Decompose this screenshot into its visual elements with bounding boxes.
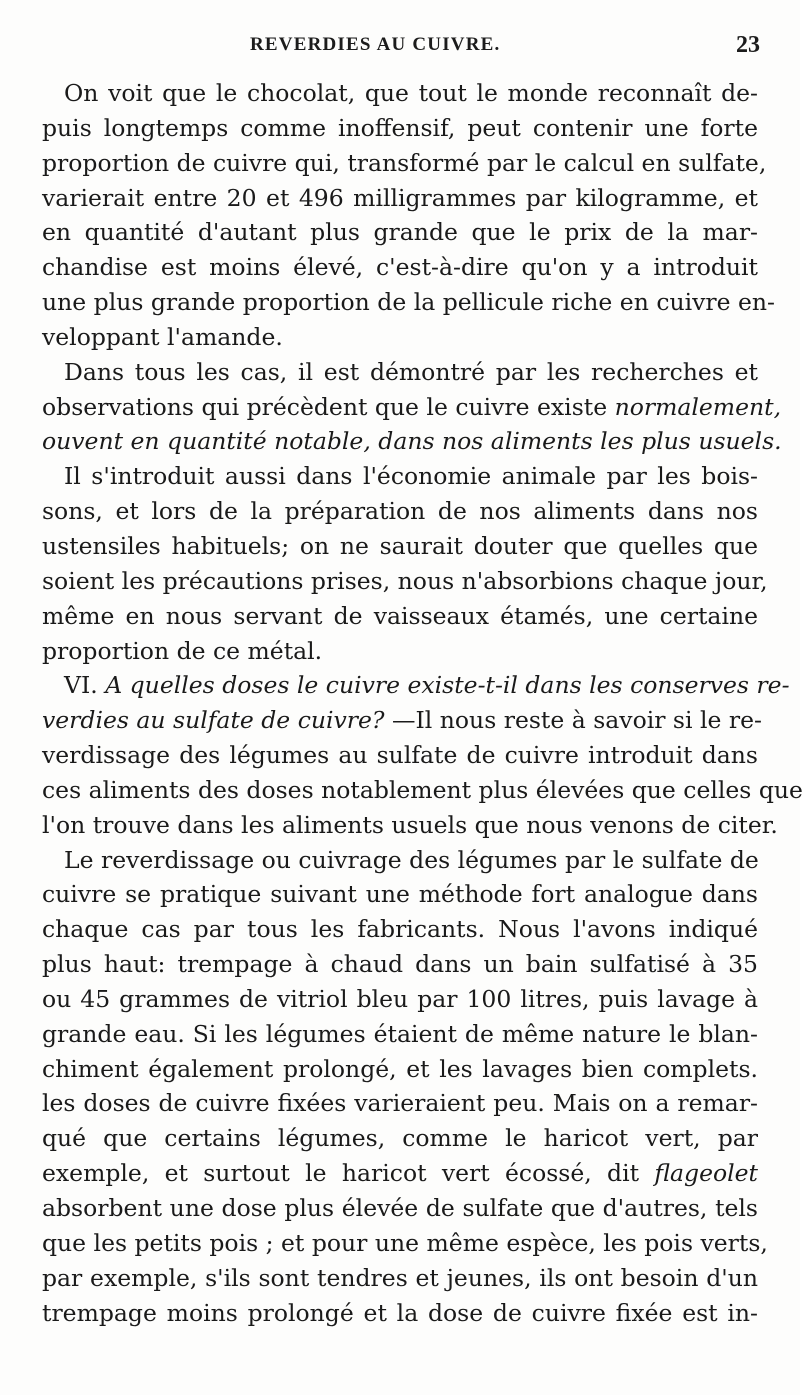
text-line: proportion de cuivre qui, transformé par le calcul en sulfate, — [42, 148, 767, 177]
text-line — [42, 1156, 758, 1191]
text-line: Il s'introduit aussi dans l'économie animale par les bois- — [64, 462, 758, 491]
text-line: chandise est moins élevé, c'est-à-dire qu'on y a introduit — [42, 253, 758, 282]
text-line: chaque cas par tous les fabricants. Nous l'avons indiqué — [42, 915, 758, 944]
text-line: On voit que le chocolat, que tout le monde reconnaît de- — [64, 79, 758, 107]
body-text — [42, 76, 803, 1330]
text-line: qué que certains légumes, comme le haricot vert, par — [42, 1124, 758, 1153]
text-line: Dans tous les cas, il est démontré par les recherches et — [64, 357, 758, 386]
text-line: trempage moins prolongé et la dose de cuivre fixée est in- — [42, 1298, 758, 1327]
running-head — [0, 30, 800, 66]
text-line — [42, 703, 762, 738]
section-heading: A quelles doses le cuivre existe-t-il dans les conserves re- — [105, 671, 790, 700]
text-line: ces aliments des doses notablement plus élevées que celles que — [42, 775, 803, 804]
text-line: une plus grande proportion de la pellicule riche en cuivre en- — [42, 288, 775, 317]
text-line: puis longtemps comme inoffensif, peut contenir une forte — [42, 113, 758, 142]
text-line: sons, et lors de la préparation de nos aliments dans nos — [42, 497, 758, 526]
text-line: ustensiles habituels; on ne saurait douter que quelles que — [42, 531, 758, 560]
text-line: les doses de cuivre fixées varieraient peu. Mais on a remar- — [42, 1089, 758, 1118]
text-line: cuivre se pratique suivant une méthode fort analogue dans — [42, 880, 758, 909]
text-segment: exemple, et surtout le haricot vert écossé, dit — [42, 1159, 655, 1188]
text-segment: —Il nous reste à savoir si le re- — [384, 706, 762, 735]
running-title: REVERDIES AU CUIVRE. — [250, 34, 501, 55]
italic-segment: flageolet — [654, 1159, 758, 1188]
text-line — [42, 390, 782, 425]
text-line: en quantité d'autant plus grande que le prix de la mar- — [42, 218, 758, 247]
text-line: Le reverdissage ou cuivrage des légumes par le sulfate de — [64, 845, 759, 874]
text-line: même en nous servant de vaisseaux étamés, une certaine — [42, 601, 758, 630]
italic-segment: normalement, — [614, 392, 782, 421]
page-number: 23 — [736, 32, 760, 58]
text-segment: observations qui précèdent que le cuivre existe — [42, 392, 615, 421]
text-line: plus haut: trempage à chaud dans un bain sulfatisé à 35 — [42, 950, 758, 979]
text-line: ou 45 grammes de vitriol bleu par 100 litres, puis lavage à — [42, 984, 758, 1013]
text-line: par exemple, s'ils sont tendres et jeunes, ils ont besoin d'un — [42, 1263, 758, 1292]
section-heading-cont: verdies au sulfate de cuivre? — [42, 706, 385, 735]
text-line: absorbent une dose plus élevée de sulfate que d'autres, tels — [42, 1194, 758, 1222]
text-line: grande eau. Si les légumes étaient de même nature le blan- — [42, 1019, 758, 1048]
text-line: chiment également prolongé, et les lavages bien complets. — [42, 1054, 758, 1083]
section-number: VI. — [64, 671, 106, 700]
text-line: varierait entre 20 et 496 milligrammes par kilogramme, et — [42, 183, 758, 212]
text-line: soient les précautions prises, nous n'absorbions chaque jour, — [42, 566, 768, 595]
text-line: verdissage des légumes au sulfate de cuivre introduit dans — [42, 741, 758, 770]
text-line: proportion de ce métal. — [42, 636, 323, 665]
text-line: que les petits pois ; et pour une même espèce, les pois verts, — [42, 1228, 768, 1257]
text-line: veloppant l'amande. — [42, 322, 283, 351]
text-line — [42, 668, 790, 703]
text-line: l'on trouve dans les aliments usuels que nous venons de citer. — [42, 810, 778, 839]
text-line: ouvent en quantité notable, dans nos aliments les plus usuels. — [42, 427, 782, 456]
